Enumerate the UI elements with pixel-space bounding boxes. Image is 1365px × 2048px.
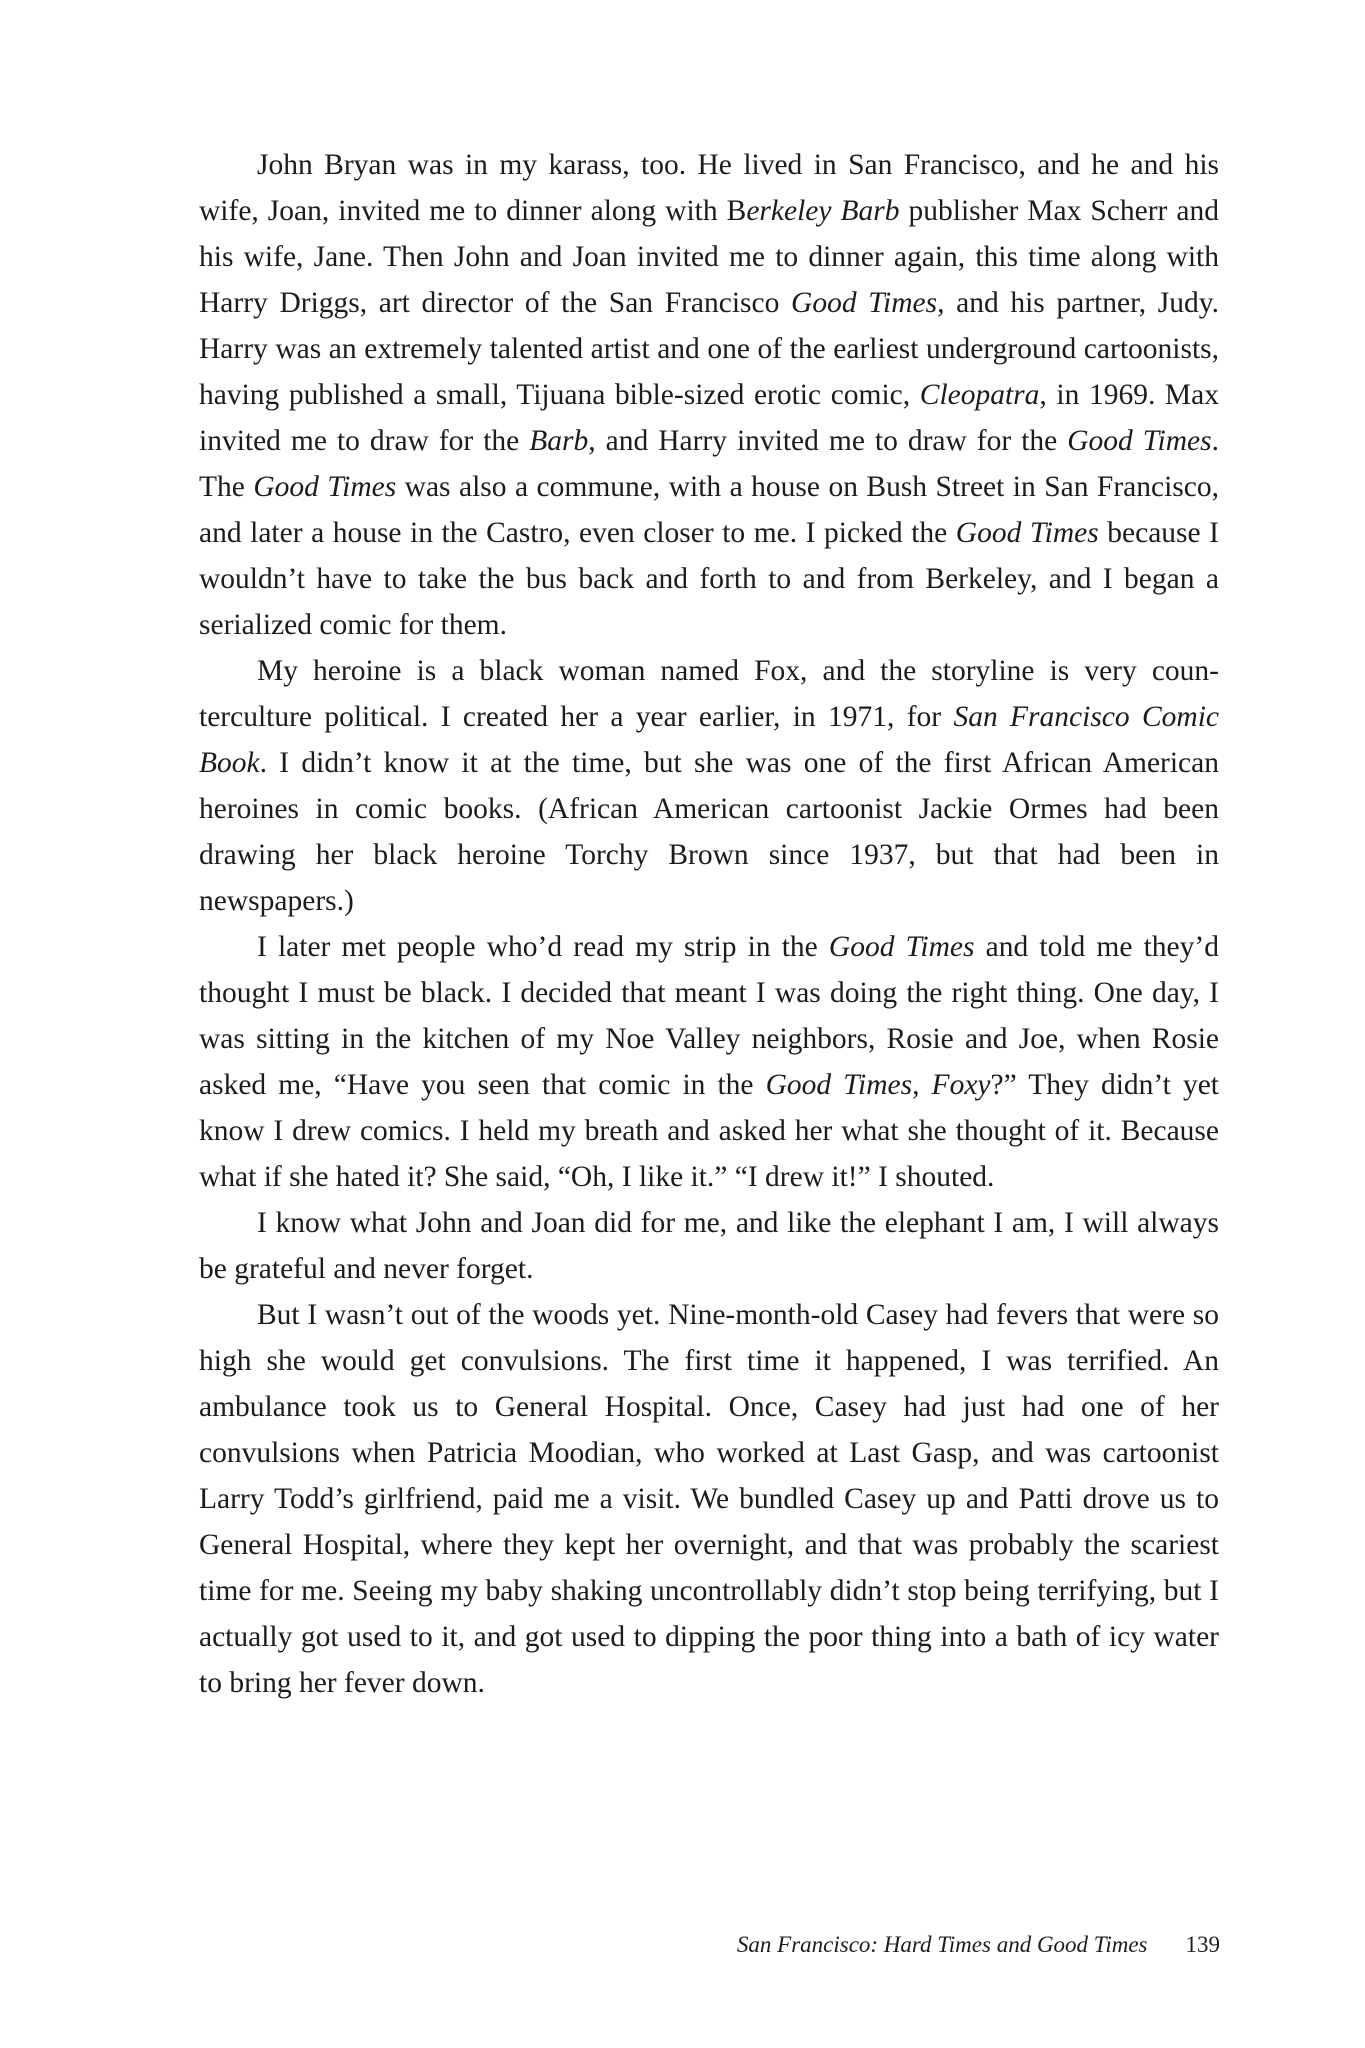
italic-text: Good Times [828,931,975,963]
italic-text: Good Times [1067,425,1212,457]
text-run: But I wasn’t out of the woods yet. Nine-month-old Casey had fevers that were so high she would get convulsions. The first time it happened, I was terrified. An ambulance took us to General Hospital. Once, Casey had just had one of her convulsions when Patricia Moodian, who worked at Last Gasp, and was cartoonist Larry Todd’s girlfriend, paid me a visit. We bundled Casey up and Patti drove us to General Hospital, where they kept her overnight, and that was probably the scariest time for me. Seeing my baby shaking uncontrollably didn’t stop being terrifying, but I actually got used to it, and got used to dipping the poor thing into a bath of icy water to bring her fever down. [199,1299,1219,1699]
paragraph [199,142,1219,648]
page-footer [737,1930,1220,1960]
text-run: . The [199,425,1219,503]
running-head: San Francisco: Hard Times and Good Times [736,1932,1148,1957]
text-run: publisher Max Scherr and his wife, Jane. Then John and Joan invited me to dinner again, this time along with Harry Driggs, art director of the San Francisco [199,195,1219,319]
text-run: . I didn’t know it at the time, but she was one of the first African American heroines in comic books. (African American cartoonist Jackie Ormes had been drawing her black heroine Torchy Brown since 1937, but that had been in newspapers.) [199,747,1219,917]
text-run: I later met people who’d read my strip in the [257,931,829,963]
page-number: 139 [1185,1932,1220,1957]
text-run: was also a commune, with a house on Bush Street in San Francisco, and later a house in the Castro, even closer to me. I picked the [199,471,1219,549]
italic-text: Good Times [253,471,397,503]
text-run: I know what John and Joan did for me, and like the elephant I am, I will always be grateful and never forget. [199,1207,1219,1285]
italic-text: Good Times, [791,287,945,319]
text-run: because I wouldn’t have to take the bus back and forth to and from Berkeley, and I began a serialized comic for them. [199,517,1219,641]
text-run: ?” They didn’t yet know I drew comics. I held my breath and asked her what she thought of it. Because what if she hated it? She said, “Oh, I like it.” “I drew it!” I shouted. [199,1069,1219,1193]
paragraph [199,1200,1219,1292]
italic-text: erkeley Barb [746,195,900,227]
italic-text: Cleopatra [919,379,1040,411]
italic-text: Barb [529,425,589,457]
text-run: John Bryan was in my karass, too. He lived in San Francisco, and he and his wife, Joan, invited me to dinner along with B [199,149,1219,227]
text-run: , and Harry invited me to draw for the [588,425,1068,457]
italic-text: Good Times [955,517,1099,549]
text-run: and told me they’d thought I must be black. I decided that meant I was doing the right thing. One day, I was sitting in the kitchen of my Noe Valley neighbors, Rosie and Joe, when Rosie asked me, “Have you seen that comic in the [199,931,1219,1101]
italic-text: San Francisco Comic Book [199,701,1220,779]
text-run: , in 1969. Max invited me to draw for the [199,379,1219,457]
paragraph [199,924,1219,1200]
body-text [199,142,1219,1706]
text-run: My heroine is a black woman named Fox, and the storyline is very counterculture political. I created her a year earlier, in 1971, for [199,655,1219,733]
text-run: and his partner, Judy. Harry was an extremely talented artist and one of the earliest underground cartoonists, having published a small, Tijuana bible-sized erotic comic, [199,287,1219,411]
italic-text: Good Times, Foxy [765,1069,991,1101]
paragraph [199,648,1219,924]
paragraph [199,1292,1219,1706]
